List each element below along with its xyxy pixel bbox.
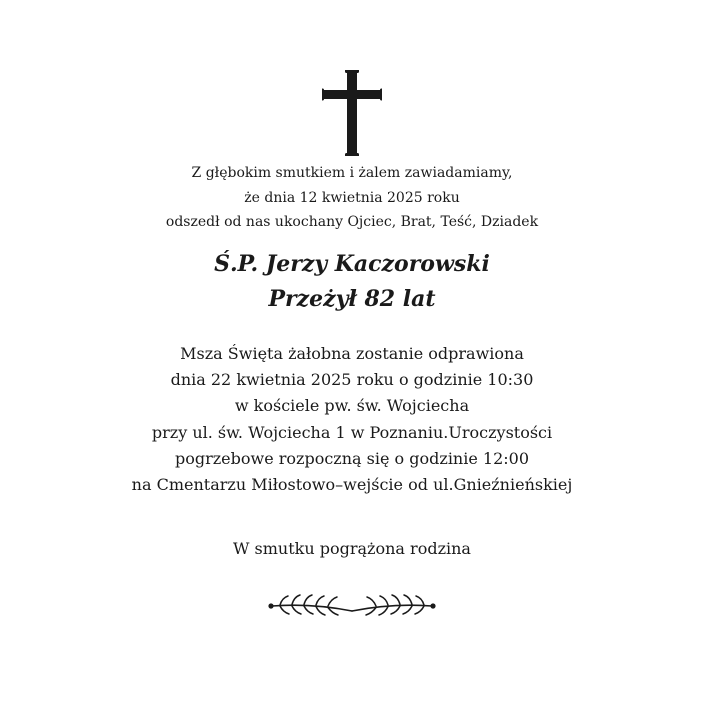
ceremony-line: na Cmentarzu Miłostowo–wejście od ul.Gnieźnieńskiej bbox=[131, 475, 573, 495]
announcement-intro bbox=[0, 161, 704, 235]
deceased-name: Ś.P. Jerzy Kaczorowski bbox=[214, 251, 490, 277]
ceremony-line: dnia 22 kwietnia 2025 roku o godzinie 10:30 bbox=[170, 370, 534, 390]
ceremony-line: przy ul. św. Wojciecha 1 w Poznaniu.Uroczystości bbox=[151, 422, 553, 442]
deceased-age: Przeżył 82 lat bbox=[268, 286, 436, 312]
intro-line: że dnia 12 kwietnia 2025 roku bbox=[244, 189, 460, 206]
ceremony-line: Msza Święta żałobna zostanie odprawiona bbox=[180, 344, 524, 363]
intro-line: Z głębokim smutkiem i żalem zawiadamiamy, bbox=[191, 165, 513, 181]
ceremony-line: pogrzebowe rozpoczną się o godzinie 12:00 bbox=[174, 448, 530, 468]
laurel-ornament-icon bbox=[266, 589, 438, 623]
cross-icon bbox=[322, 70, 382, 156]
ceremony-line: w kościele pw. św. Wojciecha bbox=[234, 396, 470, 416]
deceased-block bbox=[0, 247, 704, 317]
closing-line: W smutku pogrążona rodzina bbox=[233, 539, 471, 558]
ceremony-details bbox=[0, 341, 704, 498]
intro-line: odszedł od nas ukochany Ojciec, Brat, Teść, Dziadek bbox=[165, 214, 539, 230]
